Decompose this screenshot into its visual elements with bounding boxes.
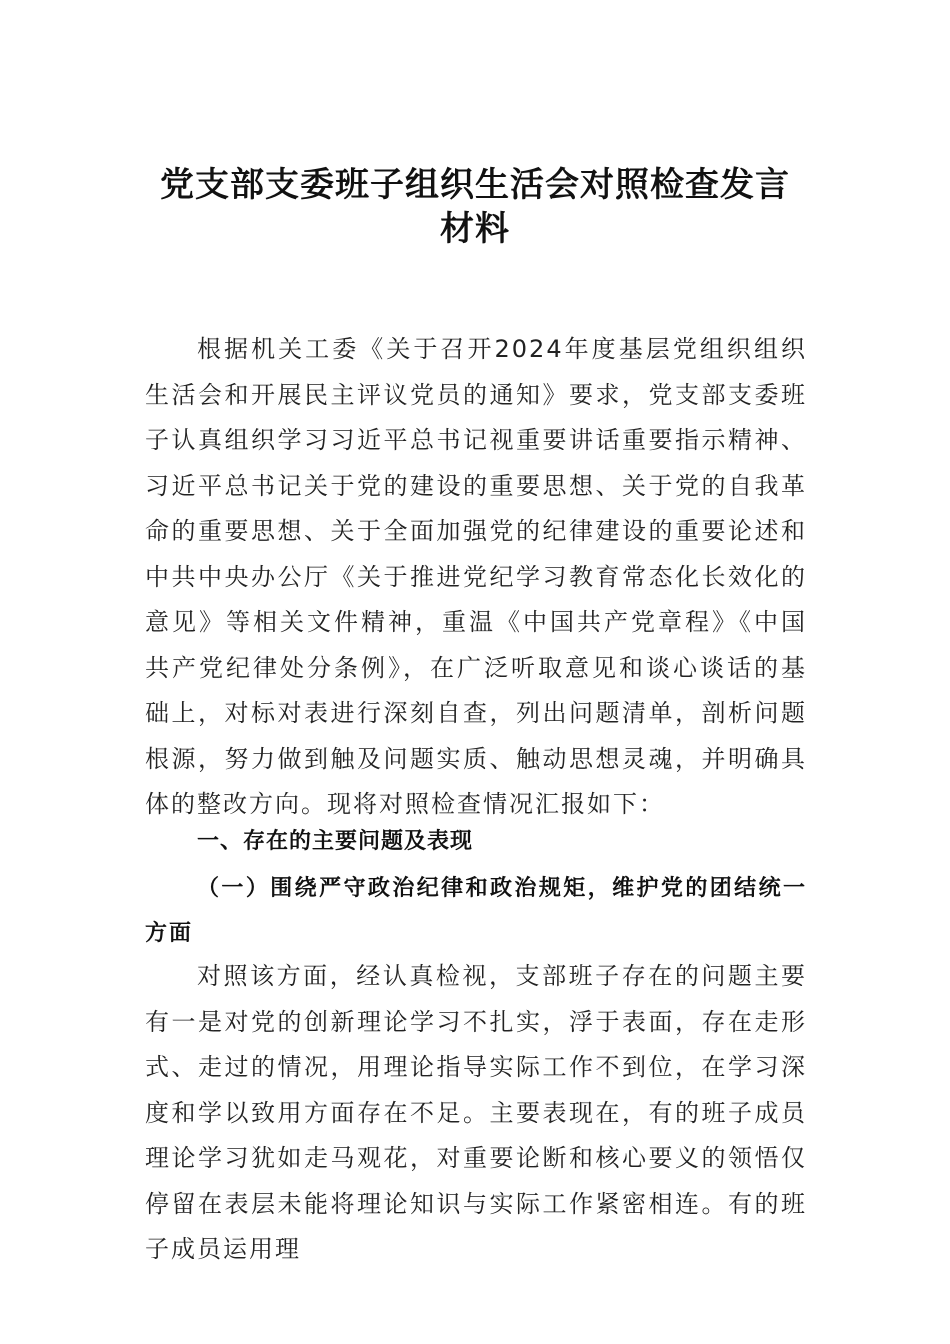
section-paragraph: 对照该方面，经认真检视，支部班子存在的问题主要有一是对党的创新理论学习不扎实，浮于表面，存在走形式、走过的情况，用理论指导实际工作不到位，在学习深度和学以致用方面存在不足。主要表现在，有的班子成员理论学习犹如走马观花，对重要论断和核心要义的领悟仅停留在表层未能将理论知识与实际工作紧密相连。有的班子成员运用理 <box>145 962 807 1263</box>
intro-paragraph: 根据机关工委《关于召开2024年度基层党组织组织生活会和开展民主评议党员的通知》要求，党支部支委班子认真组织学习习近平总书记视重要讲话重要指示精神、习近平总书记关于党的建设的重要思想、关于党的自我革命的重要思想、关于全面加强党的纪律建设的重要论述和中共中央办公厅《关于推进党纪学习教育常态化长效化的意见》等相关文件精神，重温《中国共产党章程》《中国共产党纪律处分条例》，在广泛听取意见和谈心谈话的基础上，对标对表进行深刻自查，列出问题清单，剖析问题根源，努力做到触及问题实质、触动思想灵魂，并明确具体的整改方向。现将对照检查情况汇报如下： <box>145 335 807 818</box>
subsection-heading: （一）围绕严守政治纪律和政治规矩，维护党的团结统一方面 <box>145 875 807 946</box>
section-heading: 一、存在的主要问题及表现 <box>197 829 474 854</box>
document-title-line1: 党支部支委班子组织生活会对照检查发言 <box>160 165 790 205</box>
document-title-line2: 材料 <box>440 209 510 249</box>
